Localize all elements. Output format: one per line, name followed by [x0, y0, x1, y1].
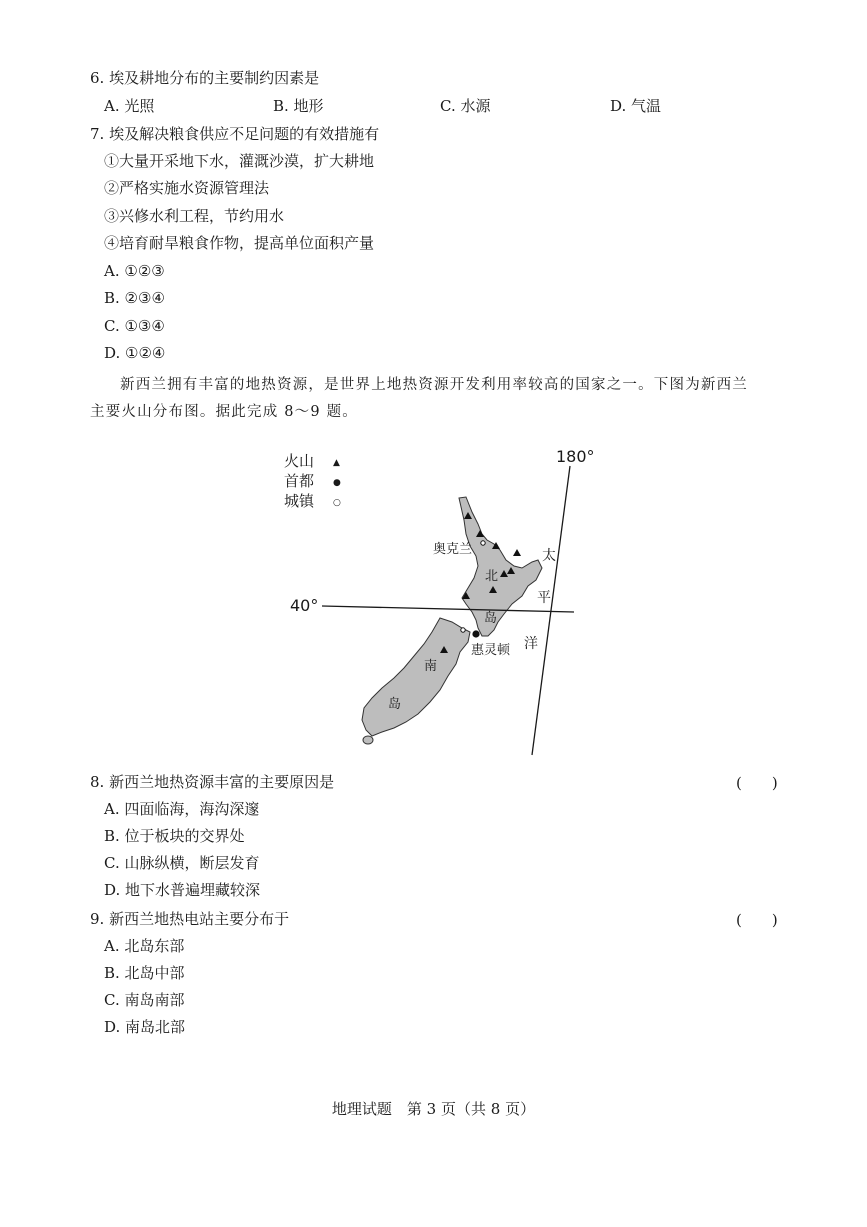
south-island-shape — [362, 618, 470, 736]
q7-statement-2: ②严格实施水资源管理法 — [104, 179, 270, 197]
q6-stem: 6. 埃及耕地分布的主要制约因素是 — [90, 69, 320, 87]
legend-capital-symbol: ● — [333, 478, 341, 488]
intro-line-1: 新西兰拥有丰富的地热资源，是世界上地热资源开发利用率较高的国家之一。下图为新西兰 — [120, 377, 748, 393]
q9-stem: 9. 新西兰地热电站主要分布于 — [90, 910, 290, 928]
legend-volcano-label: 火山 — [284, 452, 315, 470]
q7-stem: 7. 埃及解决粮食供应不足问题的有效措施有 — [90, 125, 380, 143]
wellington-capital-marker — [472, 630, 479, 637]
legend-volcano-symbol: ▲ — [333, 458, 340, 468]
q6-option-c[interactable]: C. 水源 — [440, 97, 491, 115]
q9-option-b[interactable]: B. 北岛中部 — [104, 964, 185, 982]
auckland-label: 奥克兰 — [433, 542, 473, 557]
legend-town-label: 城镇 — [284, 492, 315, 510]
north-island-shape — [459, 497, 542, 636]
parallel-40-line — [322, 606, 574, 612]
parallel-40-label: 40° — [290, 596, 319, 615]
q8-answer-parentheses[interactable]: ( ) — [736, 774, 778, 792]
page-footer: 地理试题 第 3 页（共 8 页） — [331, 1100, 536, 1118]
q9-option-c[interactable]: C. 南岛南部 — [104, 991, 185, 1009]
meridian-180-label: 180° — [556, 447, 595, 466]
north-island-label-1: 北 — [485, 569, 499, 584]
town-marker — [461, 628, 465, 632]
ocean-label-3: 洋 — [524, 636, 538, 652]
q7-statement-1: ①大量开采地下水，灌溉沙漠，扩大耕地 — [104, 152, 375, 170]
north-island-label-2: 岛 — [484, 611, 498, 626]
q7-statement-4: ④培育耐旱粮食作物，提高单位面积产量 — [104, 234, 375, 252]
stewart-island-shape — [363, 736, 373, 744]
ocean-label-2: 平 — [537, 590, 551, 606]
q7-option-d[interactable]: D. ①②④ — [104, 344, 166, 362]
ocean-label-1: 太 — [542, 548, 556, 564]
south-island-label-2: 岛 — [388, 697, 402, 712]
wellington-label: 惠灵顿 — [471, 643, 511, 658]
q9-option-a[interactable]: A. 北岛东部 — [104, 937, 185, 955]
q9-option-d[interactable]: D. 南岛北部 — [104, 1018, 186, 1036]
q8-option-d[interactable]: D. 地下水普遍埋藏较深 — [104, 881, 261, 899]
q7-statement-3: ③兴修水利工程，节约用水 — [104, 207, 285, 225]
q9-answer-parentheses[interactable]: ( ) — [736, 911, 778, 929]
volcano-marker — [513, 549, 521, 556]
intro-line-2: 主要火山分布图。据此完成 8～9 题。 — [90, 404, 358, 420]
auckland-town-marker — [481, 541, 485, 545]
q8-option-b[interactable]: B. 位于板块的交界处 — [104, 827, 245, 845]
legend-town-symbol: ○ — [333, 498, 341, 508]
q7-option-b[interactable]: B. ②③④ — [104, 289, 165, 307]
q8-option-c[interactable]: C. 山脉纵横，断层发育 — [104, 854, 260, 872]
legend-capital-label: 首都 — [284, 472, 315, 490]
south-island-label-1: 南 — [424, 659, 438, 674]
q8-option-a[interactable]: A. 四面临海，海沟深邃 — [104, 800, 260, 818]
q6-option-a[interactable]: A. 光照 — [104, 97, 155, 115]
q8-stem: 8. 新西兰地热资源丰富的主要原因是 — [90, 773, 335, 791]
q6-option-d[interactable]: D. 气温 — [610, 97, 662, 115]
q6-option-b[interactable]: B. 地形 — [273, 97, 324, 115]
q7-option-a[interactable]: A. ①②③ — [104, 262, 165, 280]
q7-option-c[interactable]: C. ①③④ — [104, 317, 165, 335]
